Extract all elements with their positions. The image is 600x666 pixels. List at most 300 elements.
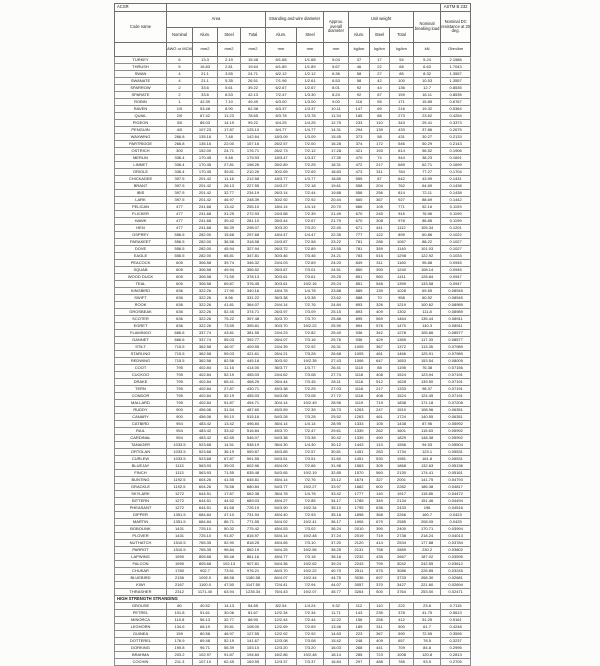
- value-cell: 305: [370, 463, 390, 470]
- value-cell: 1033.5: [167, 449, 193, 456]
- value-cell: 0.2143: [441, 141, 471, 148]
- table-row: [115, 106, 471, 113]
- value-cell: 1333: [349, 421, 370, 428]
- value-cell: 602.96: [241, 463, 266, 470]
- value-cell: 18/3.47: [266, 155, 297, 162]
- value-cell: 170.71: [414, 526, 441, 533]
- code-name-cell: DORKING: [115, 645, 167, 652]
- value-cell: 0.06351: [441, 407, 471, 414]
- value-cell: 39.03: [218, 463, 241, 470]
- value-cell: 1/4.78: [297, 491, 324, 498]
- value-cell: 62.38: [241, 106, 266, 113]
- value-cell: 113.35: [414, 344, 441, 351]
- value-cell: 604.26: [193, 484, 218, 491]
- table-row: [115, 400, 471, 407]
- table-row: [115, 246, 471, 253]
- value-cell: 470: [349, 155, 370, 162]
- value-cell: 22.35: [324, 232, 349, 239]
- code-name-cell: BRAHMA: [115, 652, 167, 659]
- unit-cell: mm2: [241, 43, 266, 57]
- value-cell: 408: [370, 372, 390, 379]
- acsr-spec-sheet: [114, 3, 471, 664]
- value-cell: 75.22: [218, 316, 241, 323]
- value-cell: 1219: [390, 302, 414, 309]
- value-cell: 222: [390, 603, 414, 610]
- value-cell: 113: [370, 442, 390, 449]
- value-cell: 101.8: [167, 610, 193, 617]
- value-cell: 24.84: [324, 302, 349, 309]
- value-cell: 397.5: [167, 183, 193, 190]
- value-cell: 26.13: [218, 183, 241, 190]
- code-name-cell: PENGUIN: [115, 127, 167, 134]
- value-cell: 1119: [349, 400, 370, 407]
- value-cell: 1: [167, 99, 193, 106]
- value-cell: 954: [167, 421, 193, 428]
- value-cell: 51.25: [414, 617, 441, 624]
- value-cell: 784: [390, 169, 414, 176]
- value-cell: 3733: [390, 575, 414, 582]
- value-cell: 0.0425: [441, 519, 471, 526]
- value-cell: 37.24: [324, 533, 349, 540]
- value-cell: 73.55: [218, 323, 241, 330]
- value-cell: 18.31: [324, 162, 349, 169]
- table-row: [115, 274, 471, 281]
- value-cell: 25.40: [324, 330, 349, 337]
- value-cell: 198.26: [241, 162, 266, 169]
- value-cell: 86.71: [218, 519, 241, 526]
- value-cell: 1981: [390, 456, 414, 463]
- value-cell: 0.04516: [441, 505, 471, 512]
- col-header-area-alum: Alum.: [193, 28, 218, 43]
- value-cell: 0.0945: [441, 260, 471, 267]
- value-cell: 0.02694: [441, 582, 471, 589]
- value-cell: 123.1: [414, 449, 441, 456]
- value-cell: 7/3.10: [297, 540, 324, 547]
- value-cell: 0.1438: [441, 183, 471, 190]
- value-cell: 9.00: [324, 99, 349, 106]
- value-cell: 5.61: [218, 85, 241, 92]
- value-cell: 203.2: [167, 652, 193, 659]
- value-cell: 1240: [390, 267, 414, 274]
- value-cell: 1/2.67: [297, 85, 324, 92]
- value-cell: 112: [349, 603, 370, 610]
- value-cell: 18/3.09: [266, 134, 297, 141]
- code-name-cell: BLUEBIRD: [115, 575, 167, 582]
- value-cell: 26.68: [324, 351, 349, 358]
- value-cell: 73.51: [218, 568, 241, 575]
- value-cell: 3057: [349, 582, 370, 589]
- value-cell: 1570: [349, 470, 370, 477]
- value-cell: 7/2.92: [297, 631, 324, 638]
- code-name-cell: GUINEA: [115, 631, 167, 638]
- value-cell: 31.98: [324, 463, 349, 470]
- value-cell: 342: [370, 330, 390, 337]
- code-name-cell: MERLIN: [115, 155, 167, 162]
- value-cell: 719: [370, 533, 390, 540]
- value-cell: 0.08005: [441, 358, 471, 365]
- value-cell: 196: [414, 505, 441, 512]
- value-cell: 2400: [390, 526, 414, 533]
- value-cell: 421.61: [241, 351, 266, 358]
- value-cell: 605: [167, 267, 193, 274]
- value-cell: 765.35: [193, 547, 218, 554]
- value-cell: 32.77: [218, 617, 241, 624]
- value-cell: 644.51: [193, 491, 218, 498]
- value-cell: 139: [370, 127, 390, 134]
- value-cell: 1590: [167, 554, 193, 561]
- value-cell: 26/4.21: [266, 351, 297, 358]
- table-row: [115, 589, 471, 596]
- value-cell: 2511: [349, 568, 370, 575]
- value-cell: 39.81: [218, 169, 241, 176]
- value-cell: 0.08911: [441, 316, 471, 323]
- value-cell: 0.5613: [441, 610, 471, 617]
- value-cell: 915: [390, 211, 414, 218]
- value-cell: 56.52: [414, 148, 441, 155]
- value-cell: 43.99: [414, 176, 441, 183]
- value-cell: 37.86: [414, 127, 441, 134]
- value-cell: 19/2.41: [297, 519, 324, 526]
- value-cell: 1777: [349, 491, 370, 498]
- table-row: [115, 225, 471, 232]
- value-cell: 16.28: [324, 141, 349, 148]
- value-cell: 294: [349, 127, 370, 134]
- value-cell: 306.58: [193, 260, 218, 267]
- value-cell: 18.83: [324, 169, 349, 176]
- section-caption-row: [115, 596, 471, 603]
- value-cell: 23.22: [324, 239, 349, 246]
- value-cell: 1113: [167, 470, 193, 477]
- value-cell: 9.32: [324, 603, 349, 610]
- value-cell: 111.8: [414, 309, 441, 316]
- value-cell: 72.55: [414, 631, 441, 638]
- unit-cell: [115, 43, 167, 57]
- value-cell: 402.84: [193, 386, 218, 393]
- value-cell: 1/3.38: [297, 295, 324, 302]
- value-cell: 0.04817: [441, 484, 471, 491]
- value-cell: 1556: [390, 442, 414, 449]
- value-cell: 78.65: [241, 113, 266, 120]
- table-row: [115, 526, 471, 533]
- code-name-cell: KINGBIRD: [115, 288, 167, 295]
- value-cell: 435: [370, 554, 390, 561]
- value-cell: 45/4.27: [266, 498, 297, 505]
- value-cell: 34.17: [324, 498, 349, 505]
- value-cell: 38.23: [414, 155, 441, 162]
- value-cell: 546.07: [241, 435, 266, 442]
- table-row: [115, 344, 471, 351]
- value-cell: 223: [349, 631, 370, 638]
- value-cell: 115.63: [414, 428, 441, 435]
- value-cell: 96.84: [218, 547, 241, 554]
- value-cell: 6/2.12: [266, 71, 297, 78]
- value-cell: 7/2.69: [297, 624, 324, 631]
- value-cell: 605: [167, 281, 193, 288]
- value-cell: 100.62: [414, 302, 441, 309]
- value-cell: 0.07191: [441, 393, 471, 400]
- table-title: ACSR: [115, 4, 167, 12]
- table-row: [115, 162, 471, 169]
- value-cell: 45/3.70: [266, 428, 297, 435]
- code-name-cell: MALLARD: [115, 400, 167, 407]
- table-row: [115, 365, 471, 372]
- code-name-cell: DOTTEREL: [115, 638, 167, 645]
- value-cell: 560: [370, 470, 390, 477]
- value-cell: 36/4.30: [266, 442, 297, 449]
- value-cell: 362.58: [193, 344, 218, 351]
- value-cell: 241.68: [193, 204, 218, 211]
- value-cell: 76/4.43: [266, 589, 297, 596]
- value-cell: 1235.34: [241, 589, 266, 596]
- value-cell: 322.26: [193, 323, 218, 330]
- code-name-cell: STILT: [115, 344, 167, 351]
- value-cell: 256: [370, 190, 390, 197]
- value-cell: 176.71: [241, 148, 266, 155]
- value-cell: 8.96: [218, 295, 241, 302]
- value-cell: 300: [167, 148, 193, 155]
- unit-cell: mm: [297, 43, 324, 57]
- value-cell: 1272: [167, 491, 193, 498]
- value-cell: 456.06: [193, 407, 218, 414]
- value-cell: 88: [370, 113, 390, 120]
- value-cell: 187.02: [414, 554, 441, 561]
- value-cell: 19.32: [414, 106, 441, 113]
- value-cell: 18/3.77: [266, 176, 297, 183]
- value-cell: 1113: [167, 463, 193, 470]
- value-cell: 110: [370, 603, 390, 610]
- value-cell: 1829: [390, 435, 414, 442]
- value-cell: 0.2705: [441, 659, 471, 666]
- code-name-cell: CURLEW: [115, 456, 167, 463]
- value-cell: 20.44: [324, 197, 349, 204]
- value-cell: 24/4.14: [266, 302, 297, 309]
- value-cell: 392.77: [241, 337, 266, 344]
- value-cell: 0.8535: [441, 85, 471, 92]
- value-cell: 340.16: [241, 288, 266, 295]
- value-cell: 978: [390, 218, 414, 225]
- value-cell: 7/3.18: [297, 554, 324, 561]
- value-cell: 636: [167, 309, 193, 316]
- value-cell: 36.24: [324, 526, 349, 533]
- value-cell: 42.13: [241, 92, 266, 99]
- value-cell: 19/2.49: [297, 400, 324, 407]
- value-cell: 36/3.38: [266, 295, 297, 302]
- value-cell: 2667: [390, 554, 414, 561]
- value-cell: 54/4.36: [266, 561, 297, 568]
- value-cell: 86.85: [414, 218, 441, 225]
- value-cell: 311: [370, 169, 390, 176]
- table-row: [115, 302, 471, 309]
- value-cell: 0.1193: [441, 204, 471, 211]
- col-header-weight-total: Total: [390, 28, 414, 43]
- value-cell: 31.54: [218, 407, 241, 414]
- value-cell: 7/2.85: [297, 498, 324, 505]
- value-cell: 1906: [349, 519, 370, 526]
- value-cell: 556.5: [167, 253, 193, 260]
- col-header-stranding-steel: Steel: [297, 28, 324, 43]
- value-cell: 19/2.22: [297, 568, 324, 575]
- value-cell: 777: [349, 232, 370, 239]
- value-cell: 88.22: [414, 239, 441, 246]
- code-name-cell: NUTHATCH: [115, 540, 167, 547]
- code-name-cell: RUDDY: [115, 407, 167, 414]
- value-cell: 1898: [349, 512, 370, 519]
- value-cell: 409.55: [241, 344, 266, 351]
- value-cell: 36.19: [218, 449, 241, 456]
- value-cell: 4/0: [167, 127, 193, 134]
- value-cell: 544: [390, 155, 414, 162]
- value-cell: 61.7: [414, 624, 441, 631]
- value-cell: 141.67: [241, 638, 266, 645]
- code-name-cell: MINORCA: [115, 617, 167, 624]
- value-cell: 18/4.47: [266, 232, 297, 239]
- value-cell: 194.84: [241, 652, 266, 659]
- value-cell: 30.06: [218, 610, 241, 617]
- table-row: [115, 197, 471, 204]
- value-cell: 221.60: [414, 582, 441, 589]
- value-cell: 0.03595: [441, 554, 471, 561]
- value-cell: 473: [349, 169, 370, 176]
- value-cell: 282.00: [193, 239, 218, 246]
- value-cell: 0.4248: [441, 624, 471, 631]
- code-name-cell: OSPREY: [115, 232, 167, 239]
- value-cell: 7/3.28: [297, 414, 324, 421]
- value-cell: 771: [390, 204, 414, 211]
- value-cell: 19/2.62: [297, 561, 324, 568]
- value-cell: 297.68: [241, 232, 266, 239]
- code-name-cell: ROBIN: [115, 99, 167, 106]
- value-cell: 7/3.09: [297, 309, 324, 316]
- value-cell: 54/3.28: [266, 414, 297, 421]
- table-row: [115, 624, 471, 631]
- value-cell: 169.55: [241, 659, 266, 666]
- value-cell: 10.11: [324, 106, 349, 113]
- value-cell: 795: [167, 386, 193, 393]
- value-cell: 7/2.93: [297, 512, 324, 519]
- value-cell: 30.12: [324, 442, 349, 449]
- unit-cell: kg/km: [390, 43, 414, 57]
- value-cell: 7/2.39: [297, 407, 324, 414]
- table-row: [115, 358, 471, 365]
- value-cell: 21.49: [324, 211, 349, 218]
- value-cell: 1443: [349, 442, 370, 449]
- value-cell: 3042: [390, 561, 414, 568]
- value-cell: 1470: [390, 323, 414, 330]
- value-cell: 2134: [390, 498, 414, 505]
- value-cell: 600: [370, 484, 390, 491]
- value-cell: 211.3: [167, 659, 193, 666]
- value-cell: 5.24: [414, 57, 441, 64]
- value-cell: 709: [390, 645, 414, 652]
- value-cell: 2.1586: [441, 57, 471, 64]
- value-cell: 24/4.39: [266, 344, 297, 351]
- value-cell: 8.90: [218, 106, 241, 113]
- value-cell: 46.97: [218, 344, 241, 351]
- value-cell: 46.97: [218, 197, 241, 204]
- value-cell: 0.07989: [441, 344, 471, 351]
- value-cell: 88.58: [218, 575, 241, 582]
- value-cell: 461: [370, 351, 390, 358]
- value-cell: 907.81: [241, 561, 266, 568]
- value-cell: 245: [370, 211, 390, 218]
- value-cell: 7/3.02: [297, 526, 324, 533]
- value-cell: 27.87: [218, 386, 241, 393]
- value-cell: 234.19: [241, 190, 266, 197]
- value-cell: 556.5: [167, 246, 193, 253]
- value-cell: 1263: [349, 407, 370, 414]
- value-cell: 0.1442: [441, 197, 471, 204]
- value-cell: 27.03: [324, 386, 349, 393]
- value-cell: 1263: [349, 414, 370, 421]
- value-cell: 26/3.14: [266, 190, 297, 197]
- value-cell: 781: [349, 239, 370, 246]
- code-name-cell: FALCON: [115, 561, 167, 568]
- value-cell: 11.23: [218, 113, 241, 120]
- value-cell: 19.61: [324, 183, 349, 190]
- value-cell: 39.81: [218, 624, 241, 631]
- value-cell: 322.26: [193, 295, 218, 302]
- value-cell: 0.05992: [441, 428, 471, 435]
- value-cell: 33.97: [324, 484, 349, 491]
- value-cell: 0.02471: [441, 589, 471, 596]
- value-cell: 70: [370, 295, 390, 302]
- value-cell: 108.00: [241, 624, 266, 631]
- value-cell: 26/4.07: [266, 337, 297, 344]
- value-cell: 374: [349, 141, 370, 148]
- code-name-cell: LINNET: [115, 162, 167, 169]
- value-cell: 54/3.65: [266, 470, 297, 477]
- code-name-cell: RAIL: [115, 428, 167, 435]
- value-cell: 16.83: [193, 64, 218, 71]
- table-row: [115, 323, 471, 330]
- value-cell: 6/2.67: [266, 85, 297, 92]
- code-name-cell: SPARROW: [115, 85, 167, 92]
- table-row: [115, 414, 471, 421]
- value-cell: 174.41: [414, 470, 441, 477]
- value-cell: 212.58: [241, 176, 266, 183]
- value-cell: 67.42: [193, 113, 218, 120]
- value-cell: 6.63: [414, 64, 441, 71]
- value-cell: 558: [349, 190, 370, 197]
- value-cell: 1/3.47: [297, 155, 324, 162]
- value-cell: 17.28: [324, 148, 349, 155]
- value-cell: 2010: [349, 526, 370, 533]
- value-cell: 1/4.25: [297, 120, 324, 127]
- value-cell: 127.55: [241, 631, 266, 638]
- unit-cell: kN: [414, 43, 441, 57]
- value-cell: 68: [390, 64, 414, 71]
- value-cell: 120.8: [414, 652, 441, 659]
- value-cell: 390: [370, 267, 390, 274]
- value-cell: 8.53: [218, 92, 241, 99]
- value-cell: 26.41: [324, 365, 349, 372]
- value-cell: 55: [370, 99, 390, 106]
- value-cell: 795: [167, 379, 193, 386]
- value-cell: 151.46: [414, 498, 441, 505]
- value-cell: 397.5: [167, 197, 193, 204]
- value-cell: 185: [349, 113, 370, 120]
- table-row: [115, 449, 471, 456]
- value-cell: 7/3.38: [297, 435, 324, 442]
- value-cell: 23.6: [414, 603, 441, 610]
- code-name-cell: PARROT: [115, 547, 167, 554]
- value-cell: 11.16: [218, 365, 241, 372]
- value-cell: 680.84: [241, 484, 266, 491]
- value-cell: 590: [390, 631, 414, 638]
- unit-cell: mm2: [193, 43, 218, 57]
- value-cell: 201.42: [193, 197, 218, 204]
- value-cell: 414: [370, 540, 390, 547]
